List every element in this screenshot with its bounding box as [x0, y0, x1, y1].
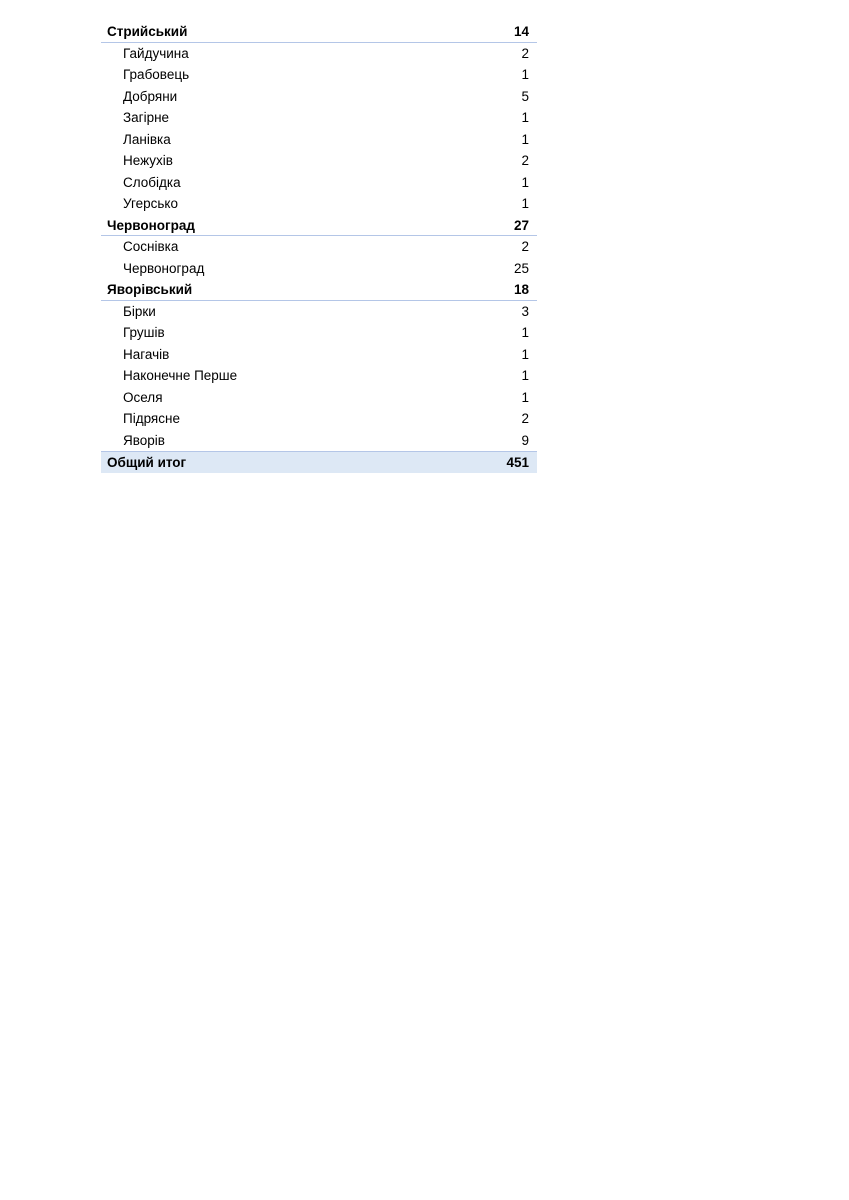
- table-row: [101, 408, 537, 430]
- table-row: [101, 322, 537, 344]
- table-row: [101, 107, 537, 129]
- item-label: Добряни: [123, 88, 178, 104]
- item-value: 1: [521, 67, 529, 82]
- item-label: Соснівка: [123, 239, 179, 254]
- item-label: Грабовець: [123, 67, 190, 82]
- item-label: Угерсько: [123, 196, 178, 211]
- table-row: [101, 236, 537, 258]
- group-total: 27: [513, 217, 529, 233]
- table-row: [101, 344, 537, 366]
- item-value: 1: [521, 131, 529, 147]
- grand-total-row: [101, 451, 537, 473]
- item-value: 9: [521, 432, 529, 448]
- item-label: Нагачів: [123, 346, 170, 362]
- item-value: 25: [513, 260, 529, 276]
- item-value: 1: [521, 346, 529, 362]
- table-row: [101, 150, 537, 172]
- item-value: 2: [521, 45, 529, 61]
- item-value: 3: [521, 303, 529, 319]
- group-label: Червоноград: [107, 217, 195, 233]
- item-value: 5: [521, 88, 529, 104]
- group-label: Стрийський: [107, 24, 188, 39]
- item-label: Наконечне Перше: [123, 368, 238, 383]
- table-row: [101, 365, 537, 387]
- item-value: 1: [521, 368, 529, 383]
- group-row-stryiskyi: [101, 21, 537, 43]
- item-label: Гайдучина: [123, 45, 189, 61]
- item-value: 2: [521, 239, 529, 254]
- group-total: 14: [513, 24, 529, 39]
- item-label: Підрясне: [123, 411, 180, 426]
- item-value: 1: [521, 389, 529, 405]
- grand-total-label: Общий итог: [107, 455, 187, 470]
- table-row: [101, 43, 537, 65]
- item-label: Оселя: [123, 389, 163, 405]
- table-row: [101, 129, 537, 151]
- item-value: 2: [521, 153, 529, 168]
- table-row: [101, 172, 537, 194]
- table-row: [101, 430, 537, 452]
- item-value: 1: [521, 110, 529, 125]
- grand-total-value: 451: [506, 455, 529, 470]
- group-label: Яворівський: [107, 282, 193, 297]
- item-value: 1: [521, 196, 529, 211]
- pivot-table: [101, 21, 537, 473]
- item-value: 1: [521, 174, 529, 190]
- item-label: Загірне: [123, 110, 170, 125]
- table-row: [101, 387, 537, 409]
- table-row: [101, 258, 537, 280]
- item-value: 2: [521, 411, 529, 426]
- table-row: [101, 193, 537, 215]
- item-value: 1: [521, 325, 529, 340]
- table-row: [101, 86, 537, 108]
- group-row-yavorivskyi: [101, 279, 537, 301]
- group-row-chervonohrad: [101, 215, 537, 237]
- group-total: 18: [513, 282, 529, 297]
- table-row: [101, 64, 537, 86]
- item-label: Слобідка: [123, 174, 181, 190]
- item-label: Яворів: [123, 432, 165, 448]
- item-label: Грушів: [123, 325, 165, 340]
- item-label: Ланівка: [123, 131, 171, 147]
- table-row: [101, 301, 537, 323]
- item-label: Нежухів: [123, 153, 173, 168]
- item-label: Бірки: [123, 303, 156, 319]
- item-label: Червоноград: [123, 260, 205, 276]
